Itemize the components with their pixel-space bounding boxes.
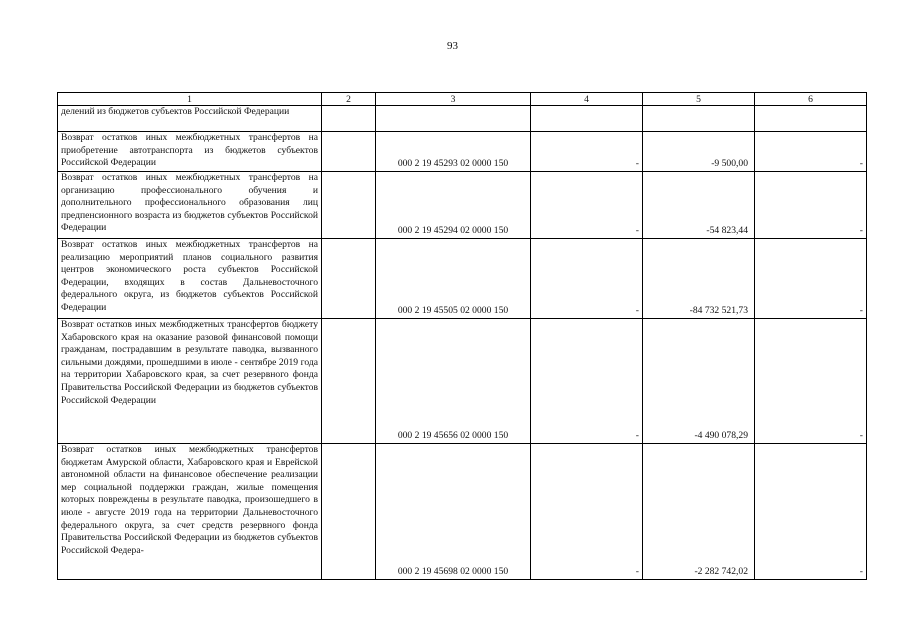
amount-value: -4 490 078,29	[643, 319, 755, 444]
budget-code	[376, 106, 531, 132]
budget-code: 000 2 19 45505 02 0000 150	[376, 239, 531, 319]
table-row	[58, 106, 867, 132]
cell-col6: -	[755, 319, 867, 444]
amount-value	[643, 106, 755, 132]
budget-table	[57, 92, 867, 580]
cell-col2	[322, 239, 376, 319]
row-description: Возврат остатков иных межбюджетных трансфертов бюджетам Амурской области, Хабаровского края и Еврейской автономной области на финансовое обеспечение реализации мер социальной поддержки граждан, жилые помещения которых повреждены в результате паводка, произошедшего в июле - августе 2019 года на территории Дальневосточного федерального округа, за счет средств резервного фонда Правительства Российской Федерации из бюджетов субъектов Российской Федера-	[58, 444, 322, 580]
cell-col6: -	[755, 172, 867, 239]
cell-col6	[755, 106, 867, 132]
row-description: Возврат остатков иных межбюджетных трансфертов на реализацию мероприятий планов социального развития центров экономического роста субъектов Российской Федерации, входящих в состав Дальневосточного федерального округа, из бюджетов субъектов Российской Федерации	[58, 239, 322, 319]
column-header: 5	[643, 93, 755, 106]
cell-col4	[531, 106, 643, 132]
cell-col2	[322, 319, 376, 444]
table-header-row	[58, 93, 867, 106]
amount-value: -2 282 742,02	[643, 444, 755, 580]
row-description: Возврат остатков иных межбюджетных трансфертов на организацию профессионального обучения и дополнительного профессионального образования лиц предпенсионного возраста из бюджетов субъектов Российской Федерации	[58, 172, 322, 239]
row-description: Возврат остатков иных межбюджетных трансфертов бюджету Хабаровского края на оказание разовой финансовой помощи гражданам, пострадавшим в результате паводка, вызванного сильными дождями, прошедшими в июле - сентябре 2019 года на территории Хабаровского края, за счет резервного фонда Правительства Российской Федерации из бюджетов субъектов Российской Федерации	[58, 319, 322, 444]
cell-col4: -	[531, 444, 643, 580]
table-row	[58, 172, 867, 239]
row-description: делений из бюджетов субъектов Российской Федерации	[58, 106, 322, 132]
table-row	[58, 319, 867, 444]
cell-col4: -	[531, 172, 643, 239]
amount-value: -84 732 521,73	[643, 239, 755, 319]
column-header: 2	[322, 93, 376, 106]
column-header: 3	[376, 93, 531, 106]
cell-col2	[322, 132, 376, 172]
cell-col2	[322, 106, 376, 132]
budget-code: 000 2 19 45698 02 0000 150	[376, 444, 531, 580]
cell-col4: -	[531, 319, 643, 444]
cell-col4: -	[531, 239, 643, 319]
table-row	[58, 239, 867, 319]
cell-col6: -	[755, 239, 867, 319]
amount-value: -54 823,44	[643, 172, 755, 239]
column-header: 4	[531, 93, 643, 106]
table-row	[58, 444, 867, 580]
budget-code: 000 2 19 45293 02 0000 150	[376, 132, 531, 172]
cell-col2	[322, 172, 376, 239]
cell-col6: -	[755, 132, 867, 172]
budget-code: 000 2 19 45656 02 0000 150	[376, 319, 531, 444]
budget-code: 000 2 19 45294 02 0000 150	[376, 172, 531, 239]
cell-col4: -	[531, 132, 643, 172]
page-number: 93	[447, 40, 458, 52]
cell-col6: -	[755, 444, 867, 580]
column-header: 1	[58, 93, 322, 106]
amount-value: -9 500,00	[643, 132, 755, 172]
column-header: 6	[755, 93, 867, 106]
cell-col2	[322, 444, 376, 580]
row-description: Возврат остатков иных межбюджетных трансфертов на приобретение автотранспорта из бюджетов субъектов Российской Федерации	[58, 132, 322, 172]
table-row	[58, 132, 867, 172]
